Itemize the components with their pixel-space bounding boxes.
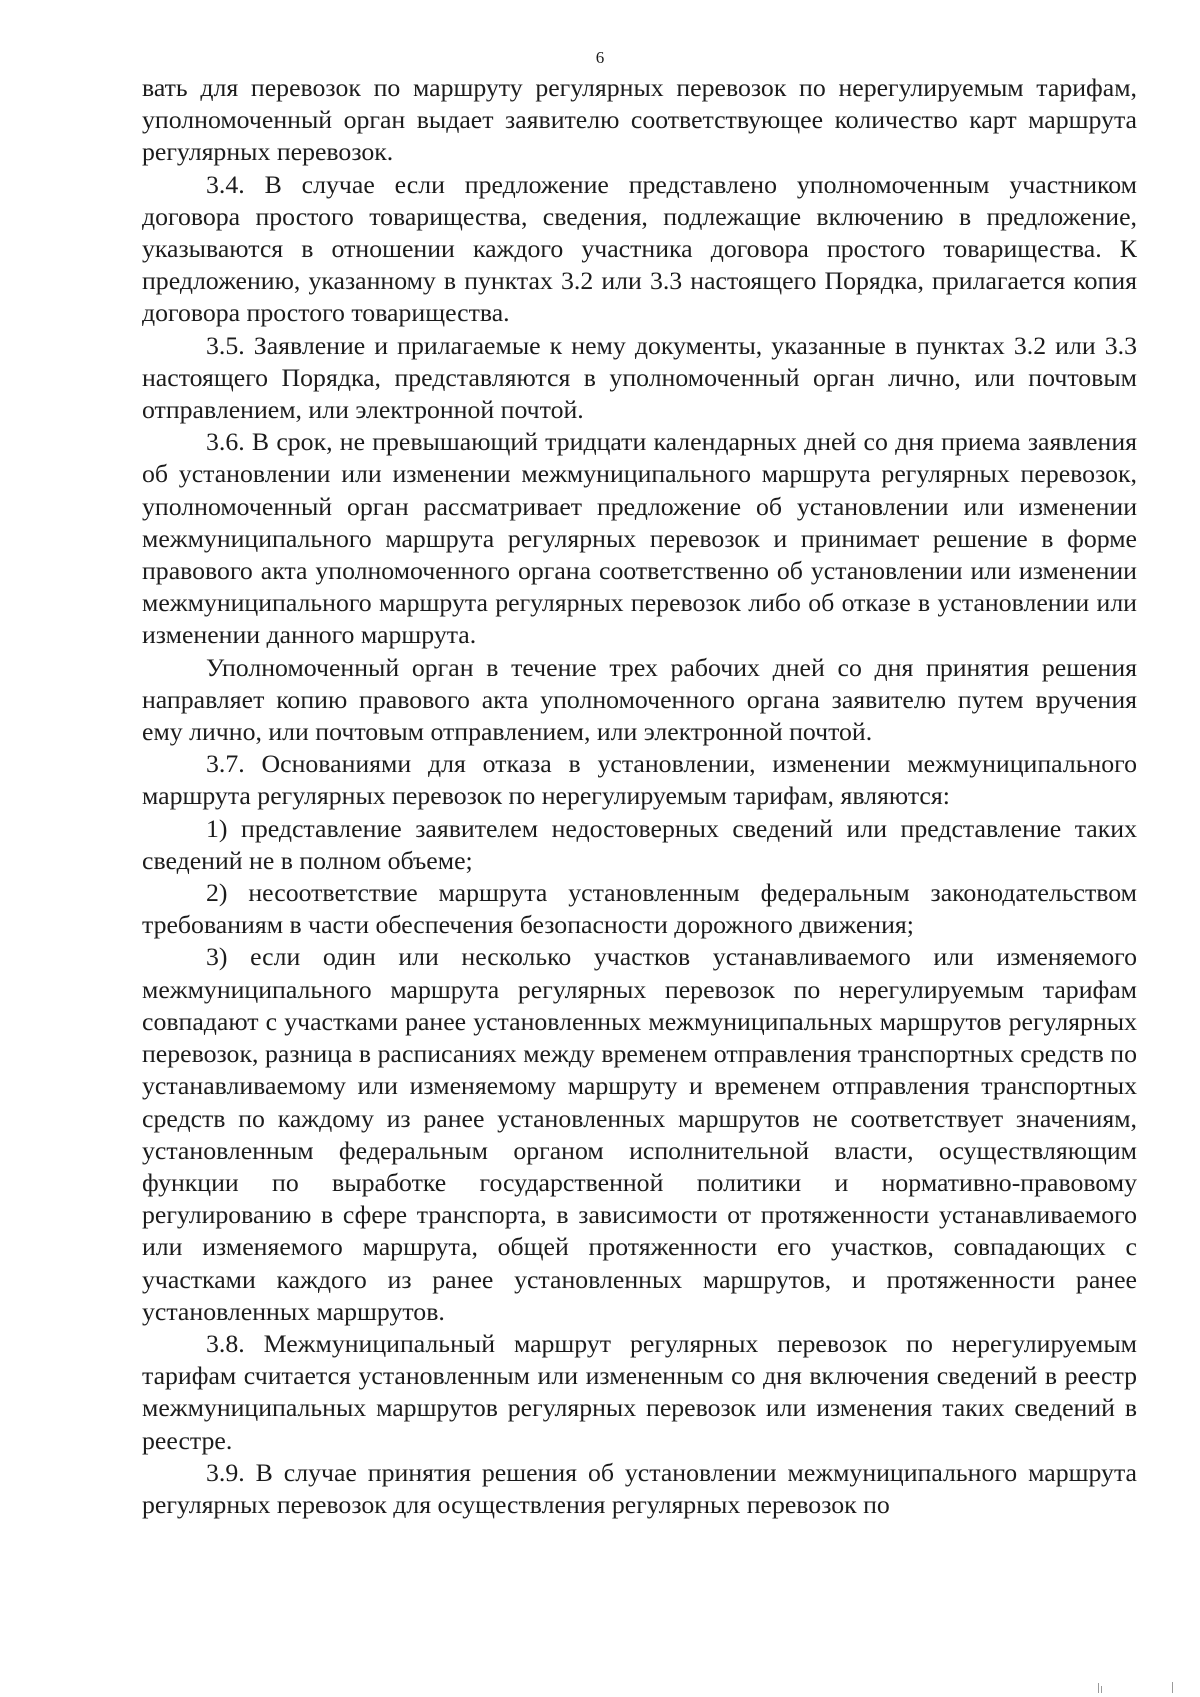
list-item-2: 2) несоответствие маршрута установленным федеральным законодательством требованиям в части обеспечения безопасности дорожного движения; xyxy=(142,878,1137,940)
paragraph-3-9: 3.9. В случае принятия решения об установлении межмуниципального маршрута регулярных перевозок для осуществления регулярных перевозок по xyxy=(142,1457,1137,1519)
scan-artifact-left xyxy=(1098,1683,1099,1693)
paragraph-3-6: 3.6. В срок, не превышающий тридцати календарных дней со дня приема заявления об установлении или изменении межмуниципального маршрута регулярных перевозок, уполномоченный орган рассматривает предложение об установлении или изменении межмуниципального маршрута регулярных перевозок и принимает решение в форме правового акта уполномоченного органа соответственно об установлении или изменении межмуниципального маршрута регулярных перевозок либо об отказе в установлении или изменении данного маршрута. xyxy=(142,427,1137,650)
scan-artifact-right xyxy=(1172,1682,1173,1693)
list-item-1: 1) представление заявителем недостоверных сведений или представление таких сведений не в полном объеме; xyxy=(142,813,1137,875)
paragraph-3-8: 3.8. Межмуниципальный маршрут регулярных перевозок по нерегулируемым тарифам считается установленным или измененным со дня включения сведений в реестр межмуниципальных маршрутов регулярных перевозок или изменения таких сведений в реестре. xyxy=(142,1328,1137,1455)
paragraph-3-7: 3.7. Основаниями для отказа в установлении, изменении межмуниципального маршрута регулярных перевозок по нерегулируемым тарифам, являются: xyxy=(142,749,1137,811)
page-number: 6 xyxy=(595,48,605,67)
scan-artifact-mid xyxy=(1101,1686,1102,1693)
list-item-3: 3) если один или несколько участков устанавливаемого или изменяемого межмуниципального маршрута регулярных перевозок по нерегулируемым тарифам совпадают с участками ранее установленных межмуниципальных маршрутов регулярных перевозок, разница в расписаниях между временем отправления транспортных средств по устанавливаемому или изменяемому маршруту и временем отправления транспортных средств по каждому из ранее установленных маршрутов не соответствует значениям, установленным федеральным органом исполнительной власти, осуществляющим функции по выработке государственной политики и нормативно-правовому регулированию в сфере транспорта, в зависимости от протяженности устанавливаемого или изменяемого маршрута, общей протяженности его участков, совпадающих с участками каждого из ранее установленных маршрутов, и протяженности ранее установленных маршрутов. xyxy=(142,942,1137,1326)
document-body xyxy=(142,72,1137,1521)
paragraph-3-4: 3.4. В случае если предложение представлено уполномоченным участником договора простого товарищества, сведения, подлежащие включению в предложение, указываются в отношении каждого участника договора простого товарищества. К предложению, указанному в пунктах 3.2 или 3.3 настоящего Порядка, прилагается копия договора простого товарищества. xyxy=(142,169,1137,328)
paragraph-3-5: 3.5. Заявление и прилагаемые к нему документы, указанные в пунктах 3.2 или 3.3 настоящего Порядка, представляются в уполномоченный орган лично, или почтовым отправлением, или электронной почтой. xyxy=(142,330,1137,425)
paragraph-continuation: вать для перевозок по маршруту регулярных перевозок по нерегулируемым тарифам, уполномоченный орган выдает заявителю соответствующее количество карт маршрута регулярных перевозок. xyxy=(142,73,1137,167)
paragraph-3-6-notice: Уполномоченный орган в течение трех рабочих дней со дня принятия решения направляет копию правового акта уполномоченного органа заявителю путем вручения ему лично, или почтовым отправлением, или электронной почтой. xyxy=(142,652,1137,747)
